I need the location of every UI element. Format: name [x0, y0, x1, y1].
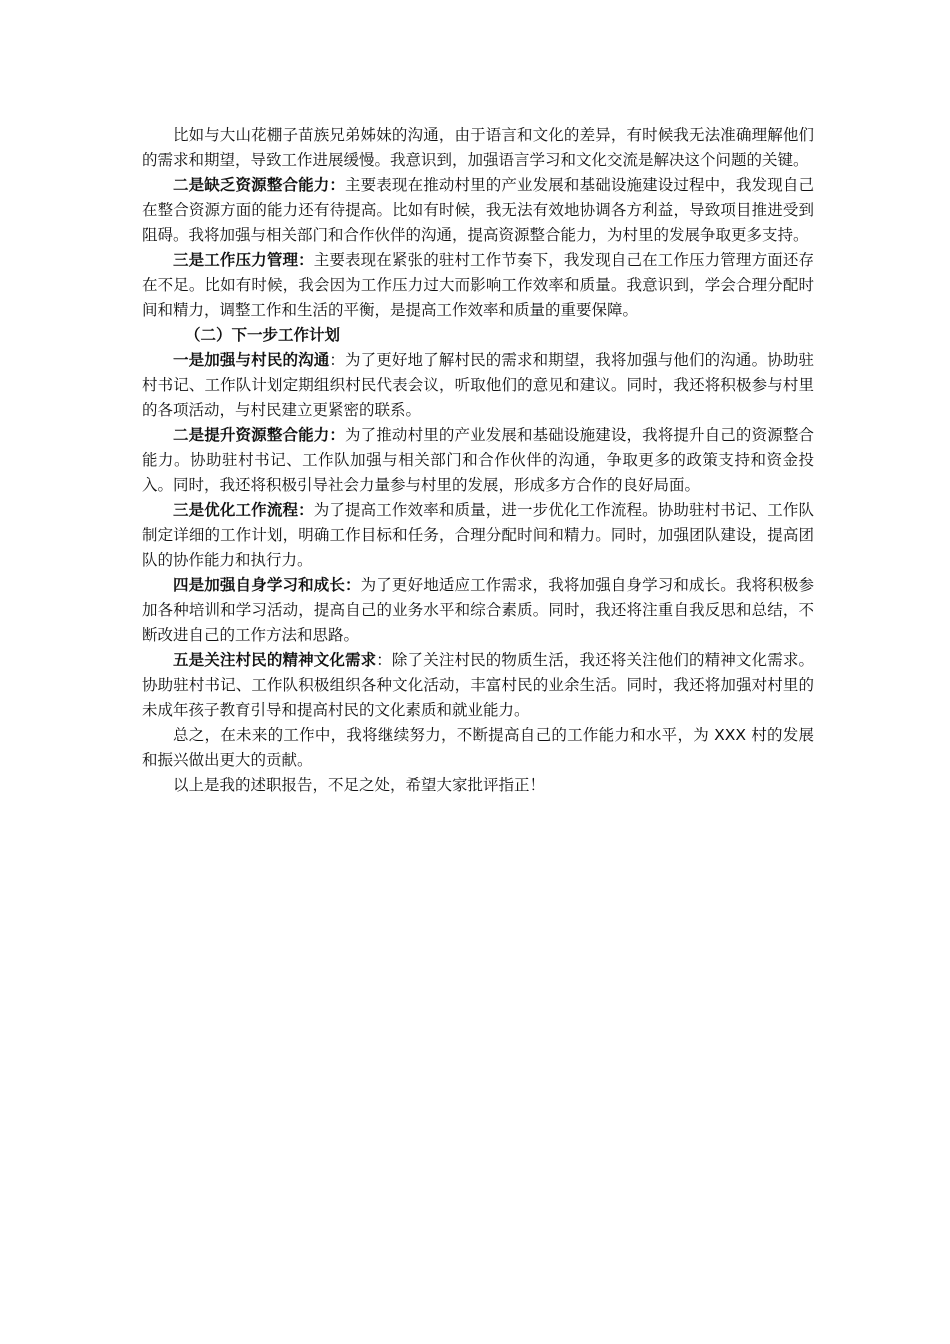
plan-paragraph [142, 648, 814, 723]
paragraph-lead: 一是加强与村民的沟通 [173, 351, 330, 369]
paragraph-text: ：为了更好地了解村民的需求和期望，我将加强与他们的沟通。协助驻村书记、工作队计划定期组织村民代表会议，听取他们的意见和建议。同时，我还将积极参与村里的各项活动，与村民建立更紧密的联系。 [142, 351, 814, 419]
plan-paragraph [142, 498, 814, 573]
paragraph-text: ：除了关注村民的物质生活，我还将关注他们的精神文化需求。协助驻村书记、工作队积极组织各种文化活动，丰富村民的业余生活。同时，我还将加强对村里的未成年孩子教育引导和提高村民的文化素质和就业能力。 [142, 651, 814, 719]
body-paragraph [142, 123, 814, 173]
paragraph-text: 为了推动村里的产业发展和基础设施建设，我将提升自己的资源整合能力。协助驻村书记、工作队加强与相关部门和合作伙伴的沟通，争取更多的政策支持和资金投入。同时，我还将积极引导社会力量参与村里的发展，形成多方合作的良好局面。 [142, 426, 814, 494]
paragraph-lead: 二是缺乏资源整合能力： [173, 176, 346, 194]
paragraph-text: 主要表现在紧张的驻村工作节奏下，我发现自己在工作压力管理方面还存在不足。比如有时候，我会因为工作压力过大而影响工作效率和质量。我意识到，学会合理分配时间和精力，调整工作和生活的平衡，是提高工作效率和质量的重要保障。 [142, 251, 814, 319]
body-paragraph [142, 248, 814, 323]
paragraph-lead: 二是提升资源整合能力： [173, 426, 346, 444]
paragraph-text: 主要表现在推动村里的产业发展和基础设施建设过程中，我发现自己在整合资源方面的能力还有待提高。比如有时候，我无法有效地协调各方利益，导致项目推进受到阻碍。我将加强与相关部门和合作伙伴的沟通，提高资源整合能力，为村里的发展争取更多支持。 [142, 176, 814, 244]
section-heading: （二）下一步工作计划 [185, 326, 341, 344]
paragraph-text: 比如与大山花棚子苗族兄弟姊妹的沟通，由于语言和文化的差异，有时候我无法准确理解他们的需求和期望，导致工作进展缓慢。我意识到，加强语言学习和文化交流是解决这个问题的关键。 [142, 126, 814, 169]
plan-paragraph [142, 348, 814, 423]
plan-paragraph [142, 573, 814, 648]
paragraph-lead: 四是加强自身学习和成长： [173, 576, 361, 594]
paragraph-text: 为了提高工作效率和质量，进一步优化工作流程。协助驻村书记、工作队制定详细的工作计划，明确工作目标和任务，合理分配时间和精力。同时，加强团队建设，提高团队的协作能力和执行力。 [142, 501, 814, 569]
closing-paragraph: 以上是我的述职报告，不足之处，希望大家批评指正！ [173, 776, 546, 794]
paragraph-lead: 三是优化工作流程： [173, 501, 314, 519]
paragraph-lead: 五是关注村民的精神文化需求 [173, 651, 377, 669]
plan-paragraph [142, 423, 814, 498]
body-paragraph [142, 173, 814, 248]
document-page [142, 123, 814, 798]
paragraph-text: 为了更好地适应工作需求，我将加强自身学习和成长。我将积极参加各种培训和学习活动，提高自己的业务水平和综合素质。同时，我还将注重自我反思和总结，不断改进自己的工作方法和思路。 [142, 576, 814, 644]
closing-paragraph: 总之，在未来的工作中，我将继续努力，不断提高自己的工作能力和水平，为 XXX 村的发展和振兴做出更大的贡献。 [142, 726, 814, 769]
paragraph-lead: 三是工作压力管理： [173, 251, 314, 269]
